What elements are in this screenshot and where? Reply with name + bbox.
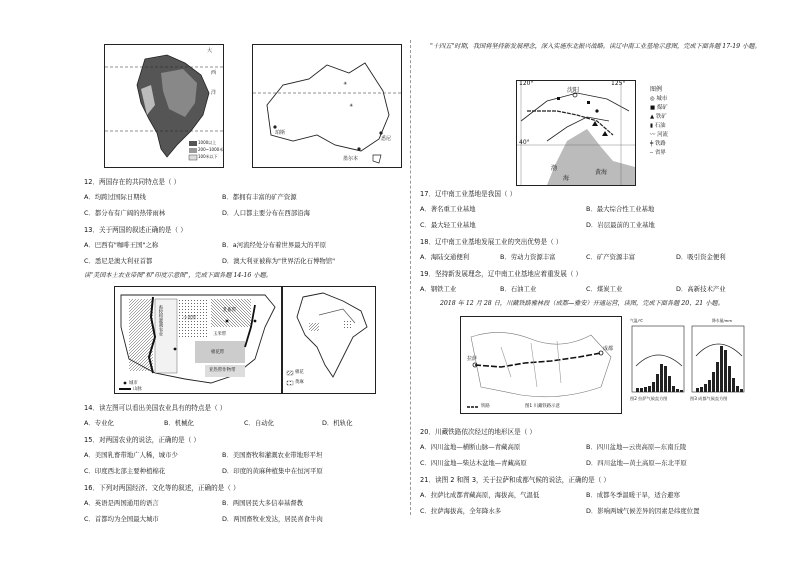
q12-option-b[interactable]: B．都拥有丰富的矿产资源 bbox=[222, 193, 297, 201]
q14-option-b[interactable]: B．机械化 bbox=[164, 419, 194, 427]
q13-option-c[interactable]: C．悉尼是澳大利亚首都 bbox=[84, 257, 153, 265]
q17-option-a[interactable]: A．著名重工业基地 bbox=[420, 205, 476, 213]
india-legend-jute: 黄麻 bbox=[295, 380, 304, 385]
sa-label-ocean: 洋 bbox=[211, 90, 217, 96]
legend-city bbox=[650, 94, 667, 102]
usa-belt-cotton: 棉花带 bbox=[211, 350, 225, 355]
q16-option-d[interactable]: D．两国畜牧业发达，居民喜食牛肉 bbox=[222, 515, 323, 523]
sa-legend-low: 100米以下 bbox=[198, 154, 218, 159]
q15-stem: 15．对两国农业的说法，正确的是（ ） bbox=[84, 436, 200, 444]
legend-oil bbox=[650, 121, 665, 129]
svg-text:☀: ☀ bbox=[349, 103, 354, 109]
usa-legend-city: 城市 bbox=[129, 381, 138, 386]
legend-coal-label: 煤矿 bbox=[656, 105, 668, 111]
intro-q20-21: 2018 年 12 月 28 日，川藏铁路雅林段（成都—雅安）开通运营，读图，完成下面各题 20、21 小题。 bbox=[440, 300, 724, 307]
sichuan-tibet-railway-map bbox=[460, 316, 622, 414]
legend-rail bbox=[650, 139, 666, 147]
q15-option-a[interactable]: A．美国乳畜带地广人稀，城市少 bbox=[84, 451, 178, 459]
oil-icon: ▮ bbox=[650, 123, 655, 129]
sa-legend-mid: 200~1000米 bbox=[198, 147, 224, 152]
q17-stem: 17．辽中南工业基地是我国（ ） bbox=[420, 190, 517, 198]
coal-icon: ■ bbox=[650, 105, 657, 111]
q18-option-b[interactable]: B．劳动力资源丰富 bbox=[500, 253, 556, 261]
column-divider bbox=[410, 40, 411, 515]
liaoning-sea-hai: 海 bbox=[563, 175, 570, 182]
q13-option-b[interactable]: B．a河流经处分布着世界最大的平原 bbox=[222, 241, 327, 249]
climate-unit-temp: 气温/℃ bbox=[630, 318, 644, 323]
climate-unit-rain: 降水量/mm bbox=[712, 318, 733, 323]
sa-label-top: 大 bbox=[207, 48, 213, 54]
q20-option-b[interactable]: B．四川盆地—云贵高原—东南丘陵 bbox=[586, 443, 687, 451]
au-city-west: 珀斯 bbox=[275, 130, 286, 136]
city-icon: ◎ bbox=[650, 96, 657, 102]
au-city-south: 墨尔本 bbox=[343, 156, 359, 162]
sichuan-caption: 图1 川藏铁路示意 bbox=[525, 404, 560, 409]
au-city-east: 悉尼 bbox=[381, 136, 392, 142]
south-america-map bbox=[104, 44, 224, 168]
climate-charts bbox=[626, 316, 748, 412]
q13-option-d[interactable]: D．澳大利亚被称为"世界活化石博物馆" bbox=[222, 257, 336, 265]
usa-belt-livestock: 畜牧和灌溉农业 bbox=[158, 305, 163, 336]
q15-option-d[interactable]: D．印度的黄麻种植集中在恒河平原 bbox=[222, 467, 323, 475]
sichuan-city-chengdu: 成都 bbox=[603, 346, 614, 352]
legend-river bbox=[650, 130, 668, 138]
liaoning-map-drawing bbox=[517, 81, 635, 185]
climate-caption-chengdu: 图3 成都气候直方图 bbox=[690, 396, 728, 401]
q12-option-a[interactable]: A．均跨过国际日期线 bbox=[84, 193, 146, 201]
intro-q17-19: "十四五"时期，我国将坚持新发展理念，深入实施东北振兴战略。读辽中南工业基地示意图，完成下面各题 17-19 小题。 bbox=[430, 43, 761, 50]
q19-option-b[interactable]: B．石油工业 bbox=[500, 285, 537, 293]
svg-text:☀: ☀ bbox=[343, 81, 348, 87]
q20-option-d[interactable]: D．四川盆地—黄土高原—东北平原 bbox=[586, 459, 687, 467]
q21-option-d[interactable]: D．影响两城气候差异的因素是纬度位置 bbox=[586, 507, 700, 515]
usa-belt-wheat: 小麦带 bbox=[183, 316, 197, 321]
q17-option-c[interactable]: C．最大轻工业基地 bbox=[420, 221, 476, 229]
legend-title: 图例 bbox=[650, 86, 663, 93]
q21-option-c[interactable]: C．拉萨海拔高，全年降水多 bbox=[420, 507, 502, 515]
q20-option-a[interactable]: A．四川盆地—横断山脉—青藏高原 bbox=[420, 443, 521, 451]
q18-option-c[interactable]: C．矿产资源丰富 bbox=[586, 253, 636, 261]
legend-iron-label: 铁矿 bbox=[655, 114, 667, 120]
liaoning-map bbox=[516, 80, 636, 186]
legend-city-label: 城市 bbox=[656, 96, 668, 102]
sichuan-legend-rail: 铁路 bbox=[481, 404, 490, 409]
q17-option-d[interactable]: D．岩层最前的工业基地 bbox=[586, 221, 655, 229]
legend-iron bbox=[650, 112, 667, 120]
q12-option-c[interactable]: C．都分布有广阔的热带雨林 bbox=[84, 209, 166, 217]
q14-option-c[interactable]: C．自动化 bbox=[244, 419, 275, 427]
q20-option-c[interactable]: C．四川盆地—柴达木盆地—青藏高原 bbox=[420, 459, 527, 467]
usa-belt-subtropical: 亚热带作物带 bbox=[209, 368, 236, 373]
sichuan-city-lhasa: 拉萨 bbox=[467, 356, 478, 362]
legend-border-label: 省界 bbox=[654, 150, 666, 156]
legend-oil-label: 石油 bbox=[654, 123, 666, 129]
q21-option-a[interactable]: A．拉萨比成都青藏高原，海拔高，气温低 bbox=[420, 491, 540, 499]
q14-stem: 14．读左图可以看出美国农业具有的特点是（ ） bbox=[84, 404, 227, 412]
q13-option-a[interactable]: A．巴西有"咖啡王国"之称 bbox=[84, 241, 159, 249]
river-icon: 〰 bbox=[650, 132, 658, 138]
liaoning-lon-120: 120° bbox=[519, 80, 534, 87]
q19-option-a[interactable]: A．钢铁工业 bbox=[420, 285, 457, 293]
q13-stem: 13．关于两国的叙述正确的是（ ） bbox=[84, 226, 187, 234]
border-icon: ┄ bbox=[650, 150, 655, 156]
sa-label-side: 西 bbox=[211, 70, 217, 76]
q19-option-d[interactable]: D．高新技术产业 bbox=[676, 285, 726, 293]
usa-map-drawing bbox=[115, 287, 281, 393]
sichuan-map-drawing bbox=[461, 317, 621, 413]
liaoning-sea-yellow: 黄海 bbox=[595, 169, 608, 176]
usa-belt-corn: 玉米带 bbox=[213, 332, 227, 337]
sa-legend-high: 1000以上 bbox=[198, 140, 217, 145]
q20-stem: 20．川藏铁路依次经过的地形区是（ ） bbox=[420, 428, 536, 436]
iron-icon: ▲ bbox=[650, 114, 656, 120]
q16-option-b[interactable]: B．两国居民大多信奉基督教 bbox=[222, 499, 304, 507]
q12-option-d[interactable]: D．人口都主要分布在西部沿海 bbox=[222, 209, 310, 217]
liaoning-sea-bo: 渤 bbox=[551, 165, 558, 172]
q17-option-b[interactable]: B．最大综合性工业基地 bbox=[586, 205, 655, 213]
left-column bbox=[84, 0, 402, 562]
liaoning-city-shenyang: 沈阳 bbox=[567, 87, 580, 94]
india-map-drawing bbox=[283, 287, 375, 393]
legend-rail-label: 铁路 bbox=[654, 141, 666, 147]
liaoning-lat-40: 40° bbox=[519, 139, 530, 146]
legend-border bbox=[650, 148, 666, 156]
railway-icon: ╪ bbox=[650, 141, 655, 147]
q18-option-d[interactable]: D．吸引资金便利 bbox=[676, 253, 726, 261]
india-legend-cotton: 棉花 bbox=[295, 370, 304, 375]
q14-option-a[interactable]: A．专业化 bbox=[84, 419, 114, 427]
right-column bbox=[420, 0, 780, 562]
q16-option-a[interactable]: A．英语是两国通用的语言 bbox=[84, 499, 159, 507]
liaoning-lon-125: 125° bbox=[611, 80, 626, 87]
q18-option-a[interactable]: A．海陆交通便利 bbox=[420, 253, 470, 261]
q19-stem: 19．坚持新发展理念，辽中南工业基地应着重发展（ ） bbox=[420, 270, 583, 278]
climate-caption-lhasa: 图2 拉萨气候直方图 bbox=[630, 396, 668, 401]
australia-map bbox=[252, 44, 402, 168]
q16-option-c[interactable]: C．首都均为全国最大城市 bbox=[84, 515, 159, 523]
q19-option-c[interactable]: C．煤炭工业 bbox=[586, 285, 623, 293]
q21-stem: 21．读图 2 和图 3，关于拉萨和成都气候的说法，正确的是（ ） bbox=[420, 476, 611, 484]
q21-option-b[interactable]: B．成都冬季温暖干旱，适合避寒 bbox=[586, 491, 680, 499]
q14-option-d[interactable]: D．机轨化 bbox=[322, 419, 353, 427]
q15-option-b[interactable]: B．美国畜牧和灌溉农业带地形平坦 bbox=[222, 451, 323, 459]
legend-coal bbox=[650, 103, 668, 111]
q15-option-c[interactable]: C．印度西北部主要种植棉花 bbox=[84, 467, 166, 475]
intro-q14-16: 读"美国本土农业带图"和"印度示意图"，完成下面各题 14-16 小题。 bbox=[84, 272, 272, 279]
australia-map-drawing bbox=[253, 45, 401, 167]
usa-agriculture-map bbox=[114, 286, 282, 394]
q12-stem: 12．两国存在的共同特点是（ ） bbox=[84, 178, 181, 186]
q16-stem: 16．下列对两国经济、文化等的叙述，正确的是（ ） bbox=[84, 484, 240, 492]
q18-stem: 18．辽中南工业基地发展工业的突出优势是（ ） bbox=[420, 238, 563, 246]
legend-river-label: 河流 bbox=[657, 132, 668, 138]
usa-belt-dairy: 乳畜带 bbox=[223, 308, 237, 313]
usa-legend-mountain: 山脉 bbox=[133, 387, 142, 392]
india-map bbox=[282, 286, 376, 394]
